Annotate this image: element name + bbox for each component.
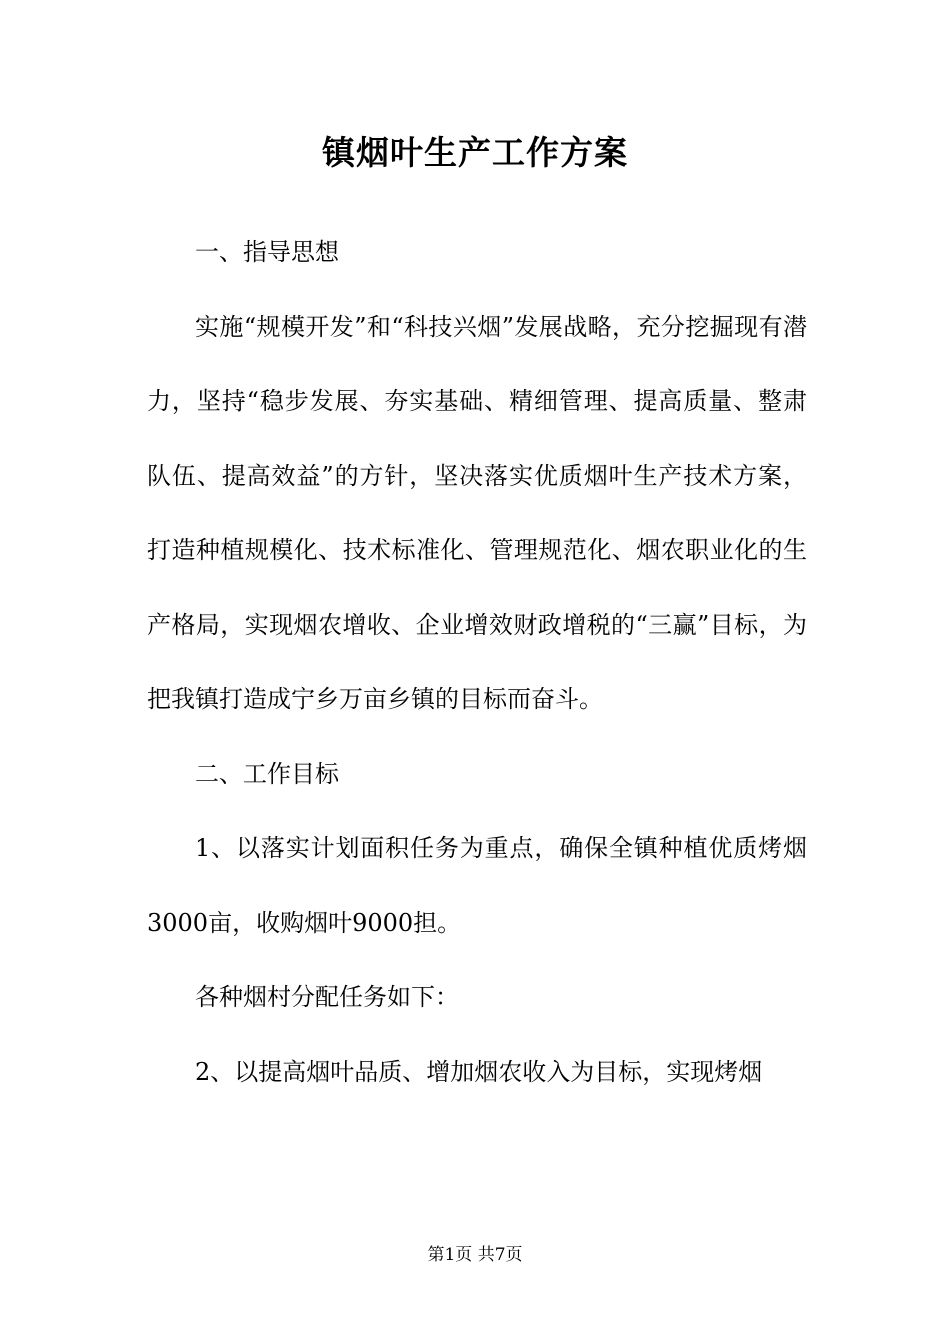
document-title: 镇烟叶生产工作方案	[322, 133, 628, 172]
page-footer: 第1页 共7页	[427, 1245, 523, 1265]
section-heading-guiding-thought: 一、指导思想	[195, 238, 339, 266]
document-body	[147, 215, 807, 1109]
paragraph-task-allocation: 各种烟村分配任务如下：	[195, 983, 459, 1011]
paragraph-strategy: 实施“规模开发”和“科技兴烟”发展战略，充分挖掘现有潜力，坚持“稳步发展、夯实基础、精细管理、提高质量、整肃队伍、提高效益”的方针，坚决落实优质烟叶生产技术方案，打造种植规模化、技术标准化、管理规范化、烟农职业化的生产格局，实现烟农增收、企业增效财政增税的“三赢”目标，为把我镇打造成宁乡万亩乡镇的目标而奋斗。	[147, 312, 807, 713]
paragraph-goal-2: 2、以提高烟叶品质、增加烟农收入为目标，实现烤烟	[195, 1057, 763, 1086]
paragraph-goal-1: 1、以落实计划面积任务为重点，确保全镇种植优质烤烟3000亩，收购烟叶9000担。	[147, 834, 807, 937]
section-heading-work-goals: 二、工作目标	[195, 759, 339, 788]
